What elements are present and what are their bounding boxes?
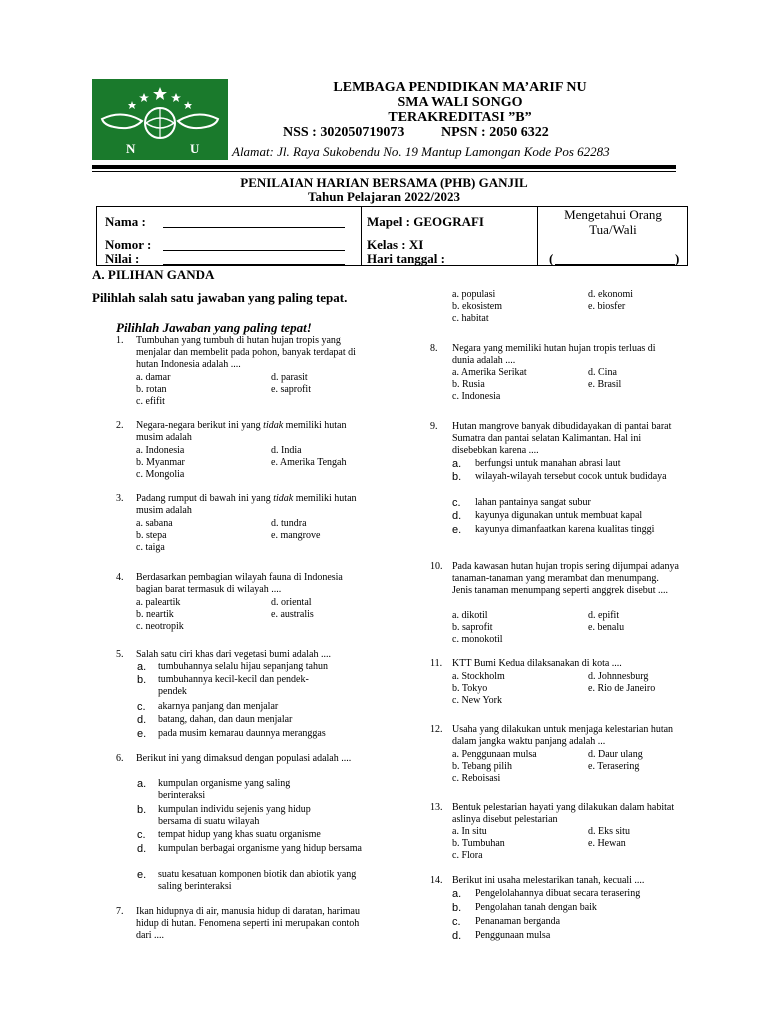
option-e[interactable]: e. Hewan [588, 838, 626, 849]
question-10 [430, 561, 680, 597]
option-a[interactable]: a. damar [136, 372, 171, 383]
question-text: Pada kawasan hutan hujan tropis sering dijumpai adanya tanaman-tanaman yang merambat dan menumpang. Jenis tanaman menumpang seperti anggrek disebut .... [452, 561, 679, 596]
option-marker: c. [137, 701, 146, 713]
option-a[interactable]: a. In situ [452, 826, 487, 837]
question-2 [116, 420, 366, 444]
question-1 [116, 335, 366, 371]
question-3 [116, 493, 366, 517]
option-d[interactable]: d. Johnnesburg [588, 671, 649, 682]
option-b[interactable]: b. saprofit [452, 622, 493, 633]
option-marker: a. [137, 661, 147, 673]
option-marker: d. [452, 930, 462, 942]
parent-signature-field[interactable] [555, 252, 675, 265]
nu-emblem-icon [92, 79, 228, 160]
option-a[interactable]: a. Amerika Serikat [452, 367, 527, 378]
school-name: SMA WALI SONGO [397, 95, 523, 110]
option-e[interactable]: e. benalu [588, 622, 625, 633]
question-number: 6. [116, 753, 124, 764]
option-a[interactable]: a. Indonesia [136, 445, 185, 456]
option-c[interactable]: akarnya panjang dan menjalar [158, 701, 279, 712]
option-c[interactable]: c. habitat [452, 313, 489, 324]
parent-acknowledgement: Mengetahui Orang Tua/Wali [564, 207, 662, 237]
question-number: 12. [430, 724, 443, 735]
date-label: Hari tanggal : [367, 251, 445, 266]
option-c[interactable]: c. New York [452, 695, 502, 706]
question-text: Negara yang memiliki hutan hujan tropis terluas di dunia adalah .... [452, 343, 656, 366]
option-a[interactable]: a. paleartik [136, 597, 181, 608]
option-e[interactable]: e. mangrove [271, 530, 321, 541]
option-d[interactable]: Penggunaan mulsa [475, 930, 551, 941]
option-d[interactable]: kumpulan berbagai organisme yang hidup bersama [158, 843, 362, 854]
option-e[interactable]: e. Amerika Tengah [271, 457, 347, 468]
option-d[interactable]: d. Eks situ [588, 826, 630, 837]
option-c[interactable]: c. neotropik [136, 621, 184, 632]
question-13 [430, 802, 680, 826]
question-text: Negara-negara berikut ini yang tidak memiliki hutan musim adalah [136, 420, 347, 443]
box-divider [361, 207, 362, 265]
name-label: Nama : [105, 214, 146, 229]
option-d[interactable]: d. ekonomi [588, 289, 633, 300]
section-instruction: Pilihlah salah satu jawaban yang paling tepat. [92, 290, 348, 305]
question-number: 2. [116, 420, 124, 431]
option-b[interactable]: b. Tokyo [452, 683, 488, 694]
question-number: 8. [430, 343, 438, 354]
accreditation: TERAKREDITASI ”B” [388, 110, 532, 125]
option-b[interactable]: b. Rusia [452, 379, 485, 390]
option-e[interactable]: e. Brasil [588, 379, 622, 390]
question-6 [116, 753, 366, 765]
option-b[interactable]: wilayah-wilayah tersebut cocok untuk budidaya [475, 471, 667, 482]
option-a[interactable]: Pengelolahannya dibuat secara terasering [475, 888, 641, 899]
option-e[interactable]: suatu kesatuan komponen biotik dan abiotik yang saling berinteraksi [158, 869, 357, 892]
question-text: Salah satu ciri khas dari vegetasi bumi adalah .... [136, 649, 331, 660]
question-number: 5. [116, 649, 124, 660]
option-c[interactable]: c. Indonesia [452, 391, 501, 402]
number-label: Nomor : [105, 237, 152, 252]
option-marker: a. [452, 458, 462, 470]
question-text: KTT Bumi Kedua dilaksanakan di kota .... [452, 658, 622, 669]
score-field[interactable] [163, 252, 345, 265]
question-number: 4. [116, 572, 124, 583]
section-title: A. PILIHAN GANDA [92, 267, 215, 282]
question-number: 10. [430, 561, 443, 572]
signature-close: ) [675, 251, 680, 266]
option-c[interactable]: c. Reboisasi [452, 773, 501, 784]
question-text: Usaha yang dilakukan untuk menjaga kelestarian hutan dalam jangka waktu panjang adalah ... [452, 724, 674, 747]
option-e[interactable]: pada musim kemarau daunnya meranggas [158, 728, 326, 739]
option-e[interactable]: kayunya dimanfaatkan karena kualitas tinggi [475, 524, 655, 535]
question-12 [430, 724, 680, 748]
question-text: Bentuk pelestarian hayati yang dilakukan dalam habitat aslinya disebut pelestarian [452, 802, 675, 825]
option-b[interactable]: b. stepa [136, 530, 167, 541]
question-4 [116, 572, 366, 596]
question-11 [430, 658, 680, 670]
question-7 [116, 906, 368, 942]
option-c[interactable]: c. Mongolia [136, 469, 185, 480]
option-c[interactable]: c. taiga [136, 542, 165, 553]
option-e[interactable]: e. Terasering [588, 761, 640, 772]
name-field[interactable] [163, 215, 345, 228]
option-b[interactable]: Pengolahan tanah dengan baik [475, 902, 597, 913]
question-number: 13. [430, 802, 443, 813]
option-b[interactable]: b. Myanmar [136, 457, 185, 468]
option-marker: a. [137, 778, 147, 790]
option-d[interactable]: d. epifit [588, 610, 620, 621]
question-5 [116, 649, 366, 661]
subject-label: Mapel : GEOGRAFI [367, 214, 484, 229]
option-b[interactable]: b. rotan [136, 384, 167, 395]
option-marker: b. [452, 902, 462, 914]
question-9 [430, 421, 680, 457]
option-b[interactable]: b. ekosistem [452, 301, 502, 312]
option-b[interactable]: b. Tumbuhan [452, 838, 505, 849]
header-divider [92, 165, 676, 169]
logo-letter-u: U [190, 141, 200, 156]
option-b[interactable]: kumpulan individu sejenis yang hidup bersama di suatu wilayah [158, 804, 311, 827]
option-d[interactable]: d. India [271, 445, 302, 456]
score-label: Nilai : [105, 251, 140, 266]
option-marker: b. [137, 804, 147, 816]
option-e[interactable]: e. saprofit [271, 384, 311, 395]
signature-open: ( [549, 251, 554, 266]
option-c[interactable]: c. monokotil [452, 634, 503, 645]
question-number: 3. [116, 493, 124, 504]
question-text: Berdasarkan pembagian wilayah fauna di Indonesia bagian barat termasuk di wilayah .... [136, 572, 343, 595]
option-a[interactable]: a. Penggunaan mulsa [452, 749, 537, 760]
option-c[interactable]: tempat hidup yang khas suatu organisme [158, 829, 321, 840]
option-a[interactable]: berfungsi untuk manahan abrasi laut [475, 458, 621, 469]
question-text: Padang rumput di bawah ini yang tidak memiliki hutan musim adalah [136, 493, 357, 516]
institution-name: LEMBAGA PENDIDIKAN MA’ARIF NU [333, 80, 587, 95]
option-marker: b. [452, 471, 462, 483]
number-field[interactable] [163, 238, 345, 251]
option-e[interactable]: e. Rio de Janeiro [588, 683, 656, 694]
option-a[interactable]: kumpulan organisme yang saling berinteraksi [158, 778, 291, 801]
option-marker: c. [452, 497, 461, 509]
option-marker: c. [452, 916, 461, 928]
option-d[interactable]: batang, dahan, dan daun menjalar [158, 714, 293, 725]
option-a[interactable]: a. populasi [452, 289, 496, 300]
option-a[interactable]: a. Stockholm [452, 671, 505, 682]
question-number: 1. [116, 335, 124, 346]
option-marker: b. [137, 674, 147, 686]
option-a[interactable]: tumbuhannya selalu hijau sepanjang tahun [158, 661, 328, 672]
question-number: 9. [430, 421, 438, 432]
school-address: Alamat: Jl. Raya Sukobendu No. 19 Mantup Lamongan Kode Pos 62283 [232, 144, 610, 159]
logo-letter-n: N [126, 141, 136, 156]
option-b[interactable]: tumbuhannya kecil-kecil dan pendek-pendek [158, 674, 309, 697]
option-marker: c. [137, 829, 146, 841]
section-subinstruction: Pilihlah Jawaban yang paling tepat! [116, 320, 312, 335]
option-d[interactable]: d. Cina [588, 367, 617, 378]
question-text: Berikut ini yang dimaksud dengan populasi adalah .... [136, 753, 352, 764]
option-b[interactable]: b. Tebang pilih [452, 761, 512, 772]
question-text: Hutan mangrove banyak dibudidayakan di pantai barat Sumatra dan pantai selatan Kalimantan. Hal ini disebebkan karena .... [452, 421, 672, 456]
identity-box [96, 206, 688, 266]
option-marker: d. [137, 714, 147, 726]
option-d[interactable]: d. tundra [271, 518, 307, 529]
option-c[interactable]: c. efifit [136, 396, 165, 407]
option-c[interactable]: lahan pantainya sangat subur [475, 497, 591, 508]
option-marker: e. [452, 524, 462, 536]
question-number: 7. [116, 906, 124, 917]
question-number: 11. [430, 658, 443, 669]
question-text: Berikut ini usaha melestarikan tanah, kecuali .... [452, 875, 645, 886]
npsn-number: NPSN : 2050 6322 [441, 125, 549, 140]
exam-title: PENILAIAN HARIAN BERSAMA (PHB) GANJIL [240, 175, 528, 190]
option-marker: e. [137, 728, 147, 740]
box-divider [537, 207, 538, 265]
class-label: Kelas : XI [367, 237, 424, 252]
exam-year: Tahun Pelajaran 2022/2023 [308, 189, 460, 204]
option-b[interactable]: b. neartik [136, 609, 174, 620]
school-logo [92, 79, 228, 160]
option-d[interactable]: kayunya digunakan untuk membuat kapal [475, 510, 643, 521]
question-text: Tumbuhan yang tumbuh di hutan hujan tropis yang menjalar dan membelit pada pohon, banyak terdapat di hutan Indonesia adalah .... [136, 335, 356, 370]
option-e[interactable]: e. australis [271, 609, 314, 620]
option-d[interactable]: d. Daur ulang [588, 749, 643, 760]
nss-number: NSS : 302050719073 [283, 125, 405, 140]
option-d[interactable]: d. oriental [271, 597, 312, 608]
option-a[interactable]: a. dikotil [452, 610, 488, 621]
option-marker: a. [452, 888, 462, 900]
question-number: 14. [430, 875, 443, 886]
option-c[interactable]: c. Flora [452, 850, 483, 861]
option-e[interactable]: e. biosfer [588, 301, 626, 312]
option-c[interactable]: Penanaman berganda [475, 916, 561, 927]
option-marker: d. [137, 843, 147, 855]
question-text: Ikan hidupnya di air, manusia hidup di daratan, harimau hidup di hutan. Fenomena seperti ini merupakan contoh dari .... [136, 906, 360, 941]
option-marker: e. [137, 869, 147, 881]
option-a[interactable]: a. sabana [136, 518, 173, 529]
option-marker: d. [452, 510, 462, 522]
question-8 [430, 343, 680, 367]
question-14 [430, 875, 680, 887]
option-d[interactable]: d. parasit [271, 372, 308, 383]
header-divider-thin [92, 171, 676, 172]
